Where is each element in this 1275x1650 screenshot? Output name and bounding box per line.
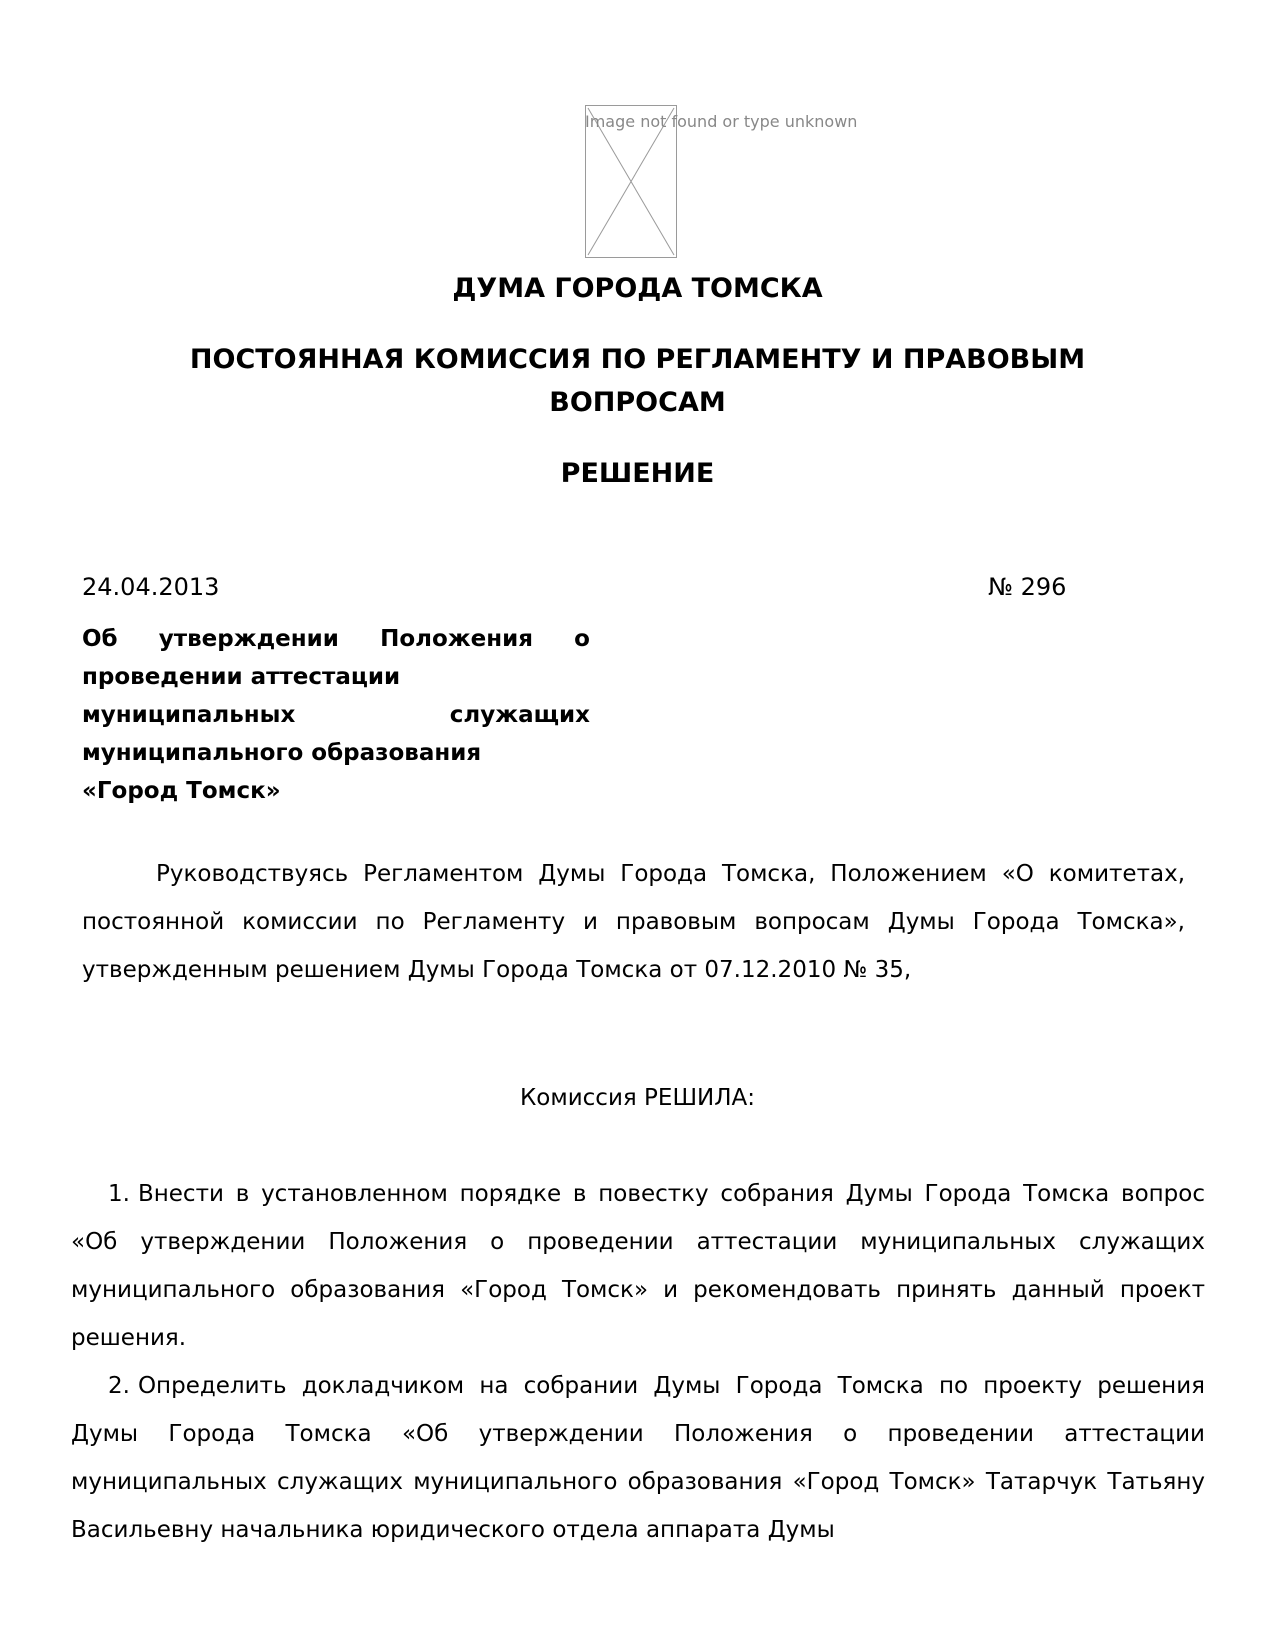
- decision-item: [71, 1170, 1205, 1362]
- commission-title: ПОСТОЯННАЯ КОМИССИЯ ПО РЕГЛАМЕНТУ И ПРАВОВЫМ ВОПРОСАМ: [189, 344, 1086, 418]
- organization-title: ДУМА ГОРОДА ТОМСКА: [452, 273, 823, 304]
- item-text: Определить докладчиком на собрании Думы Города Томска по проекту решения Думы Города Томска «Об утверждении Положения о проведении аттестации муниципальных служащих муниципального образования «Город Томск» Татарчук Татьяну Васильевну начальника юридического отдела аппарата Думы: [71, 1373, 1205, 1543]
- emblem-caption: Image not found or type unknown: [585, 112, 858, 131]
- document-number: № 296: [988, 573, 1067, 601]
- item-number: 2.: [108, 1373, 130, 1399]
- subject-line: «Город Томск»: [82, 778, 281, 804]
- item-text: Внести в установленном порядке в повестку собрания Думы Города Томска вопрос «Об утверждении Положения о проведении аттестации муниципальных служащих муниципального образования «Город Томск» и рекомендовать принять данный проект решения.: [71, 1181, 1205, 1351]
- document-type: РЕШЕНИЕ: [560, 458, 715, 489]
- decision-item: [71, 1362, 1205, 1650]
- item-number: 1.: [108, 1181, 130, 1207]
- subject-line: проведении аттестации: [82, 664, 401, 690]
- decision-heading: Комиссия РЕШИЛА:: [519, 1085, 756, 1111]
- document-subject: [82, 620, 590, 810]
- subject-line: муниципального образования: [82, 740, 482, 766]
- subject-line: Об утверждении Положения о: [82, 626, 590, 652]
- document-date: 24.04.2013: [82, 573, 220, 601]
- subject-line: муниципальных служащих: [82, 702, 590, 728]
- intro-paragraph: Руководствуясь Регламентом Думы Города Томска, Положением «О комитетах, постоянной комиссии по Регламенту и правовым вопросам Думы Города Томска», утвержденным решением Думы Города Томска от 07.12.2010 № 35,: [82, 861, 1185, 983]
